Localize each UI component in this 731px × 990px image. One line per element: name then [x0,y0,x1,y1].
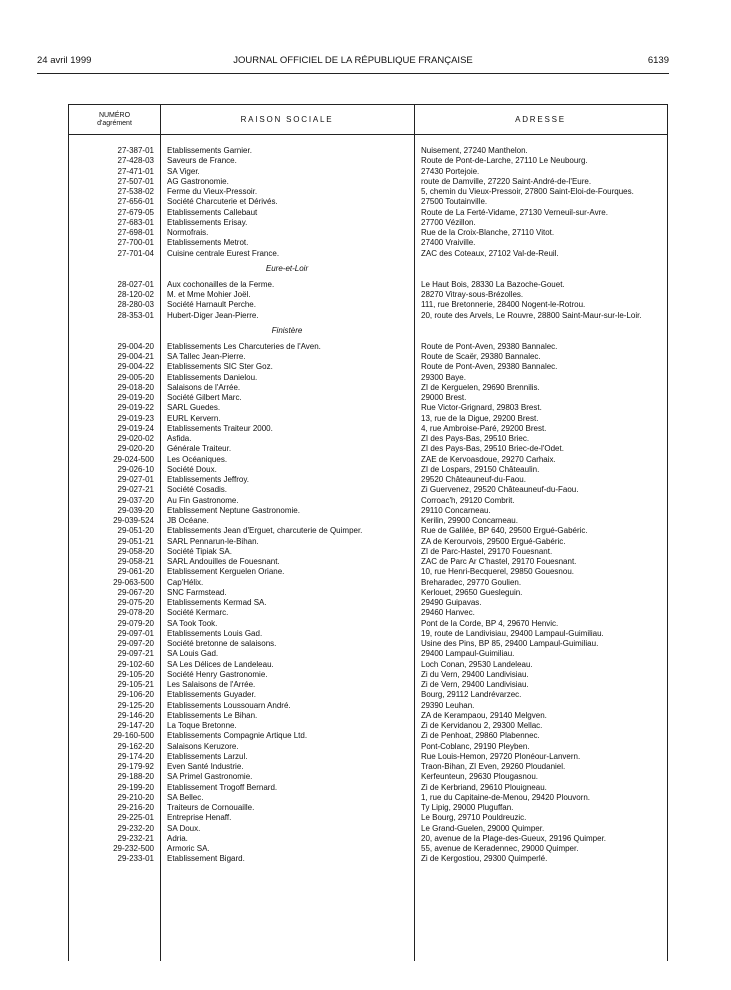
approval-number: 29-058-20 [117,546,154,556]
table-row [69,403,667,413]
table-row [69,588,667,598]
table-row [69,311,667,321]
company-address: Le Bourg, 29710 Pouldreuzic. [421,813,527,823]
table-row [69,506,667,516]
section-heading-label: Eure-et-Loir [265,263,309,273]
section-heading [69,321,667,342]
approval-number: 27-428-03 [117,156,154,166]
approval-number: 29-051-21 [117,536,154,546]
company-address: 29400 Lampaul-Guimiliau. [421,649,515,659]
company-address: 29000 Brest. [421,393,467,402]
company-name: SA Tallec Jean-Pierre. [167,352,246,361]
company-name: Ferme du Vieux-Pressoir. [167,187,258,196]
company-name: SARL Guedes. [167,403,221,413]
company-name: Générale Traiteur. [167,444,232,454]
approval-number: 29-225-01 [117,813,154,823]
table-row [69,824,667,834]
section-heading-label: Finistère [271,325,303,335]
company-name: Au Fin Gastronome. [167,495,239,505]
company-name: Salaisons de l'Arrée. [167,382,241,392]
table-row [69,844,667,854]
approval-number: 29-216-20 [117,803,154,812]
company-name: AG Gastronomie. [167,176,229,186]
company-address: ZAE de Kervoasdoue, 29270 Carhaix. [421,454,556,464]
company-address: 27400 Vraiville. [421,238,476,248]
table-row [69,465,667,475]
company-address: Route de Pont-Aven, 29380 Bannalec. [421,362,558,372]
table-row [69,156,667,166]
company-name: Etablissements Jeffroy. [167,475,249,484]
company-name: Etablissements Les Charcuteries de l'Aven. [167,341,321,351]
table-row [69,249,667,259]
company-address: Zi de Kergostiou, 29300 Quimperlé. [421,854,548,864]
approval-number: 29-020-20 [117,444,154,454]
approval-number: 29-232-20 [117,823,154,833]
table-row [69,854,667,864]
table-row [69,362,667,372]
table-row [69,177,667,187]
company-name: Armoric SA. [167,844,210,853]
company-address: 55, avenue de Keradennec, 29000 Quimper. [421,844,579,853]
approval-number: 29-075-20 [117,598,154,607]
approval-number: 27-701-04 [117,248,154,258]
company-name: Traiteurs de Cornouaille. [167,803,255,812]
company-address: 20, avenue de la Plage-des-Gueux, 29196 Quimper. [421,833,607,843]
table-row [69,290,667,300]
approval-number: 29-232-500 [113,844,154,853]
approval-number: 27-507-01 [117,176,154,186]
company-address: Route de Scaër, 29380 Bannalec. [421,352,541,361]
company-address: ZI de Lospars, 29150 Châteaulin. [421,464,540,474]
company-name: Société Tipiak SA. [167,546,232,556]
company-name: Etablissements Loussouarn André. [167,700,291,710]
company-name: Hubert-Diger Jean-Pierre. [167,310,259,320]
approval-number: 29-063-500 [113,577,154,587]
company-name: Société Charcuterie et Dérivés. [167,197,278,207]
approval-number: 28-120-02 [117,290,154,299]
approval-table [68,104,668,961]
table-row [69,762,667,772]
table-row [69,187,667,197]
company-address: Ty Lipig, 29000 Pluguffan. [421,803,514,812]
company-name: Saveurs de France. [167,156,237,166]
table-row [69,414,667,424]
company-name: SA Bellec. [167,792,204,802]
company-address: ZI de Parc-Hastel, 29170 Fouesnant. [421,546,553,556]
company-address: Route de La Ferté-Vidame, 27130 Verneuil-sur-Avre. [421,207,608,217]
approval-number: 29-079-20 [117,618,154,628]
table-row [69,567,667,577]
column-header-number-line1: NUMÉRO [98,111,131,119]
company-address: 29460 Hanvec. [421,608,475,618]
table-row [69,228,667,238]
company-address: 27430 Portejoie. [421,166,480,176]
table-row [69,557,667,567]
column-header-number-line2: d'agrément [97,119,132,127]
table-row [69,578,667,588]
company-name: Normofrais. [167,228,209,237]
company-name: Les Salaisons de l'Arrée. [167,680,256,689]
company-address: 27500 Toutainville. [421,197,488,207]
company-name: Adria. [167,833,188,843]
approval-number: 29-067-20 [117,587,154,597]
company-address: Kerilin, 29900 Concarneau. [421,516,518,525]
table-row [69,793,667,803]
table-row [69,218,667,228]
table-row [69,783,667,793]
company-name: SA Doux. [167,823,201,833]
company-address: Loch Conan, 29530 Landeleau. [421,659,533,669]
table-row [69,629,667,639]
table-row [69,516,667,526]
company-name: SARL Pennarun-le-Bihan. [167,536,259,546]
company-name: Etablissements Erisay. [167,217,248,227]
table-row [69,752,667,762]
approval-number: 29-174-20 [117,751,154,761]
company-name: Les Océaniques. [167,454,228,464]
company-name: Etablissements SIC Ster Goz. [167,362,273,372]
company-address: Le Grand-Guelen, 29000 Quimper. [421,823,545,833]
approval-number: 29-078-20 [117,608,154,618]
company-address: ZI des Pays-Bas, 29510 Briec-de-l'Odet. [421,444,564,454]
table-row [69,342,667,352]
approval-number: 29-051-20 [117,526,154,536]
page-number: 6139 [647,55,669,66]
approval-number: 29-039-20 [117,505,154,515]
table-row [69,701,667,711]
company-address: Rue de la Croix-Blanche, 27110 Vitot. [421,228,555,237]
table-row [69,608,667,618]
approval-number: 27-656-01 [117,197,154,207]
company-address: Zi du Vern, 29400 Landivisiau. [421,669,529,679]
approval-number: 29-146-20 [117,710,154,720]
approval-number: 27-683-01 [117,217,154,227]
approval-number: 29-125-20 [117,700,154,710]
approval-number: 27-471-01 [117,166,154,176]
table-row [69,547,667,557]
table-row [69,721,667,731]
company-address: 111, rue Bretonnerie, 28400 Nogent-le-Rotrou. [421,300,586,310]
approval-number: 29-147-20 [117,721,154,730]
approval-number: 27-700-01 [117,238,154,248]
table-row [69,300,667,310]
approval-number: 29-097-21 [117,649,154,659]
table-row [69,803,667,813]
approval-number: 29-233-01 [117,854,154,864]
approval-number: 29-232-21 [117,833,154,843]
company-name: JB Océane. [167,516,209,525]
company-address: Bourg, 29112 Landrévarzec. [421,690,522,700]
company-name: Société Henry Gastronomie. [167,669,268,679]
company-name: SA Viger. [167,166,200,176]
table-row [69,280,667,290]
table-row [69,352,667,362]
company-name: Etablissements Kermad SA. [167,598,267,607]
approval-number: 29-019-20 [117,393,154,402]
company-address: Zi Guervenez, 29520 Châteauneuf-du-Faou. [421,485,579,495]
approval-number: 27-538-02 [117,187,154,196]
approval-number: 29-179-92 [117,762,154,771]
approval-number: 27-387-01 [117,146,154,155]
company-name: Société Kermarc. [167,608,229,618]
company-address: ZI des Pays-Bas, 29510 Briec. [421,434,530,443]
company-name: Entreprise Henaff. [167,813,232,823]
company-name: Salaisons Keruzore. [167,741,239,751]
approval-number: 29-027-01 [117,475,154,484]
company-address: ZAC de Parc Ar C'hastel, 29170 Fouesnant. [421,557,577,566]
company-name: Etablissements Garnier. [167,146,252,155]
company-name: SARL Andouilles de Fouesnant. [167,557,280,566]
approval-number: 29-097-20 [117,639,154,648]
approval-number: 28-027-01 [117,279,154,289]
page-header [37,55,669,71]
table-row [69,167,667,177]
table-row [69,496,667,506]
approval-number: 29-061-20 [117,567,154,577]
table-row [69,208,667,218]
approval-number: 27-679-05 [117,207,154,217]
company-address: Pont de la Corde, BP 4, 29670 Henvic. [421,618,559,628]
table-row [69,711,667,721]
company-address: 20, route des Arvels, Le Rouvre, 28800 Saint-Maur-sur-le-Loir. [421,310,642,320]
company-name: Etablissements Compagnie Artique Ltd. [167,731,308,741]
company-address: Pont-Coblanc, 29190 Pleyben. [421,741,530,751]
approval-number: 29-005-20 [117,372,154,382]
company-name: SA Louis Gad. [167,649,219,659]
section-heading [69,259,667,280]
company-name: Aux cochonailles de la Ferme. [167,279,275,289]
approval-number: 29-019-23 [117,413,154,423]
table-row [69,660,667,670]
company-address: Corroac'h, 29120 Combrit. [421,495,515,505]
company-address: Zi de Kerbriand, 29610 Plouigneau. [421,782,547,792]
company-address: 29490 Guipavas. [421,598,482,607]
company-name: Etablissements Metrot. [167,238,249,248]
approval-number: 29-004-22 [117,362,154,372]
company-name: Etablissements Callebaut [167,207,258,217]
company-name: M. et Mme Mohier Joël. [167,290,251,299]
company-address: Kerlouet, 29650 Guesleguin. [421,587,523,597]
table-row [69,526,667,536]
company-name: Etablissements Guyader. [167,690,256,700]
issue-date: 24 avril 1999 [37,55,92,66]
company-name: Société Doux. [167,464,217,474]
company-address: Usine des Pins, BP 85, 29400 Lampaul-Guimiliau. [421,639,599,648]
company-address: ZI de Kerguelen, 29690 Brennilis. [421,382,540,392]
approval-number: 29-106-20 [117,690,154,700]
company-name: EURL Kervern. [167,413,221,423]
company-name: Etablissements Le Bihan. [167,710,258,720]
company-address: ZAC des Coteaux, 27102 Val-de-Reuil. [421,248,559,258]
approval-number: 29-039-524 [113,516,154,525]
approval-number: 29-019-22 [117,403,154,413]
company-address: 10, rue Henri-Becquerel, 29850 Gouesnou. [421,567,574,577]
column-header-address: ADRESSE [515,115,566,124]
company-address: Route de Pont-Aven, 29380 Bannalec. [421,341,558,351]
company-name: Société Gilbert Marc. [167,393,242,402]
table-row [69,834,667,844]
table-row [69,444,667,454]
approval-number: 29-102-60 [117,659,154,669]
company-address: 4, rue Ambroise-Paré, 29200 Brest. [421,423,547,433]
company-name: Etablissement Neptune Gastronomie. [167,505,300,515]
approval-number: 29-019-24 [117,423,154,433]
company-name: Etablissements Louis Gad. [167,628,263,638]
journal-title: JOURNAL OFFICIEL DE LA RÉPUBLIQUE FRANÇAISE [233,55,473,66]
company-address: ZA de Kerourvois, 29500 Ergué-Gabéric. [421,536,566,546]
table-row [69,197,667,207]
company-name: SA Primel Gastronomie. [167,772,253,782]
company-address: Rue de Galilée, BP 640, 29500 Ergué-Gabéric. [421,526,588,536]
table-row [69,639,667,649]
company-name: Etablissements Jean d'Erguet, charcuterie de Quimper. [167,526,363,536]
company-name: Société Cosadis. [167,485,228,495]
approval-number: 29-199-20 [117,782,154,792]
company-address: Route de Pont-de-Larche, 27110 Le Neubourg. [421,156,588,166]
company-name: Etablissements Danielou. [167,372,258,382]
company-name: SA Les Délices de Landeleau. [167,659,274,669]
approval-number: 27-698-01 [117,228,154,237]
company-name: Even Santé Industrie. [167,762,244,771]
company-address: Traon-Bihan, ZI Even, 29260 Ploudaniel. [421,762,566,771]
company-name: Etablissement Bigard. [167,854,245,864]
company-name: Cap'Hélix. [167,577,204,587]
table-header [69,105,667,135]
table-row [69,373,667,383]
company-address: ZA de Kerampaou, 29140 Melgven. [421,710,547,720]
table-row [69,475,667,485]
approval-number: 29-004-20 [117,341,154,351]
company-address: 27700 Vézillon. [421,217,476,227]
company-address: 29520 Châteauneuf-du-Faou. [421,475,526,484]
approval-number: 29-210-20 [117,792,154,802]
company-address: Breharadec, 29770 Goulien. [421,577,522,587]
table-row [69,731,667,741]
approval-number: 29-058-21 [117,557,154,566]
approval-number: 29-162-20 [117,741,154,751]
table-row [69,424,667,434]
approval-number: 29-105-21 [117,680,154,689]
column-header-number [69,105,160,134]
table-row [69,680,667,690]
approval-number: 28-280-03 [117,300,154,310]
table-row [69,598,667,608]
company-name: SA Took Took. [167,618,218,628]
table-row [69,742,667,752]
approval-number: 29-004-21 [117,352,154,361]
table-row [69,619,667,629]
company-address: 29390 Leuhan. [421,700,475,710]
table-row [69,434,667,444]
approval-number: 29-105-20 [117,669,154,679]
company-address: route de Damville, 27220 Saint-André-de-l'Eure. [421,176,592,186]
company-name: Asfida. [167,434,192,443]
company-name: Etablissements Larzul. [167,751,248,761]
approval-number: 29-097-01 [117,628,154,638]
table-row [69,238,667,248]
company-address: Rue Victor-Grignard, 29803 Brest. [421,403,542,413]
company-address: 1, rue du Capitaine-de-Menou, 29420 Plouvorn. [421,792,590,802]
company-address: 13, rue de la Digue, 29200 Brest. [421,413,539,423]
company-name: Etablissement Trogoff Bernard. [167,782,278,792]
company-address: 19, route de Landivisiau, 29400 Lampaul-Guimiliau. [421,628,604,638]
approval-number: 29-018-20 [117,382,154,392]
table-row [69,455,667,465]
company-address: Kerfeunteun, 29630 Plougasnou. [421,772,538,782]
approval-number: 29-037-20 [117,495,154,505]
company-address: Zi de Vern, 29400 Landivisiau. [421,680,529,689]
company-name: Etablissements Traiteur 2000. [167,423,273,433]
approval-number: 28-353-01 [117,310,154,320]
company-name: Société Harnault Perche. [167,300,256,310]
table-row [69,393,667,403]
company-address: Zi de Kervidanou 2, 29300 Mellac. [421,721,543,730]
table-row [69,537,667,547]
table-row [69,670,667,680]
company-address: Zi de Penhoat, 29860 Plabennec. [421,731,540,741]
company-address: 5, chemin du Vieux-Pressoir, 27800 Saint-Eloi-de-Fourques. [421,187,634,196]
company-name: Cuisine centrale Eurest France. [167,248,280,258]
table-row [69,649,667,659]
company-name: Société bretonne de salaisons. [167,639,277,648]
table-row [69,485,667,495]
table-row [69,690,667,700]
approval-number: 29-188-20 [117,772,154,782]
company-address: 29300 Baye. [421,372,466,382]
company-address: 29110 Concarneau. [421,505,491,515]
approval-number: 29-160-500 [113,731,154,741]
table-row [69,146,667,156]
approval-number: 29-020-02 [117,434,154,443]
approval-number: 29-027-21 [117,485,154,495]
approval-number: 29-026-10 [117,464,154,474]
header-rule [37,73,669,74]
approval-number: 29-024-500 [113,454,154,464]
column-header-name: RAISON SOCIALE [240,115,334,124]
company-address: Nuisement, 27240 Manthelon. [421,146,528,155]
table-row [69,772,667,782]
company-name: Etablissement Kerguelen Oriane. [167,567,285,577]
company-address: 28270 Vitray-sous-Brézolles. [421,290,524,299]
company-address: Le Haut Bois, 28330 La Bazoche-Gouet. [421,279,565,289]
company-address: Rue Louis-Hemon, 29720 Plonéour-Lanvern. [421,751,581,761]
company-name: SNC Farmstead. [167,587,227,597]
company-name: La Toque Bretonne. [167,721,237,730]
table-row [69,383,667,393]
table-row [69,813,667,823]
table-body [69,146,667,865]
